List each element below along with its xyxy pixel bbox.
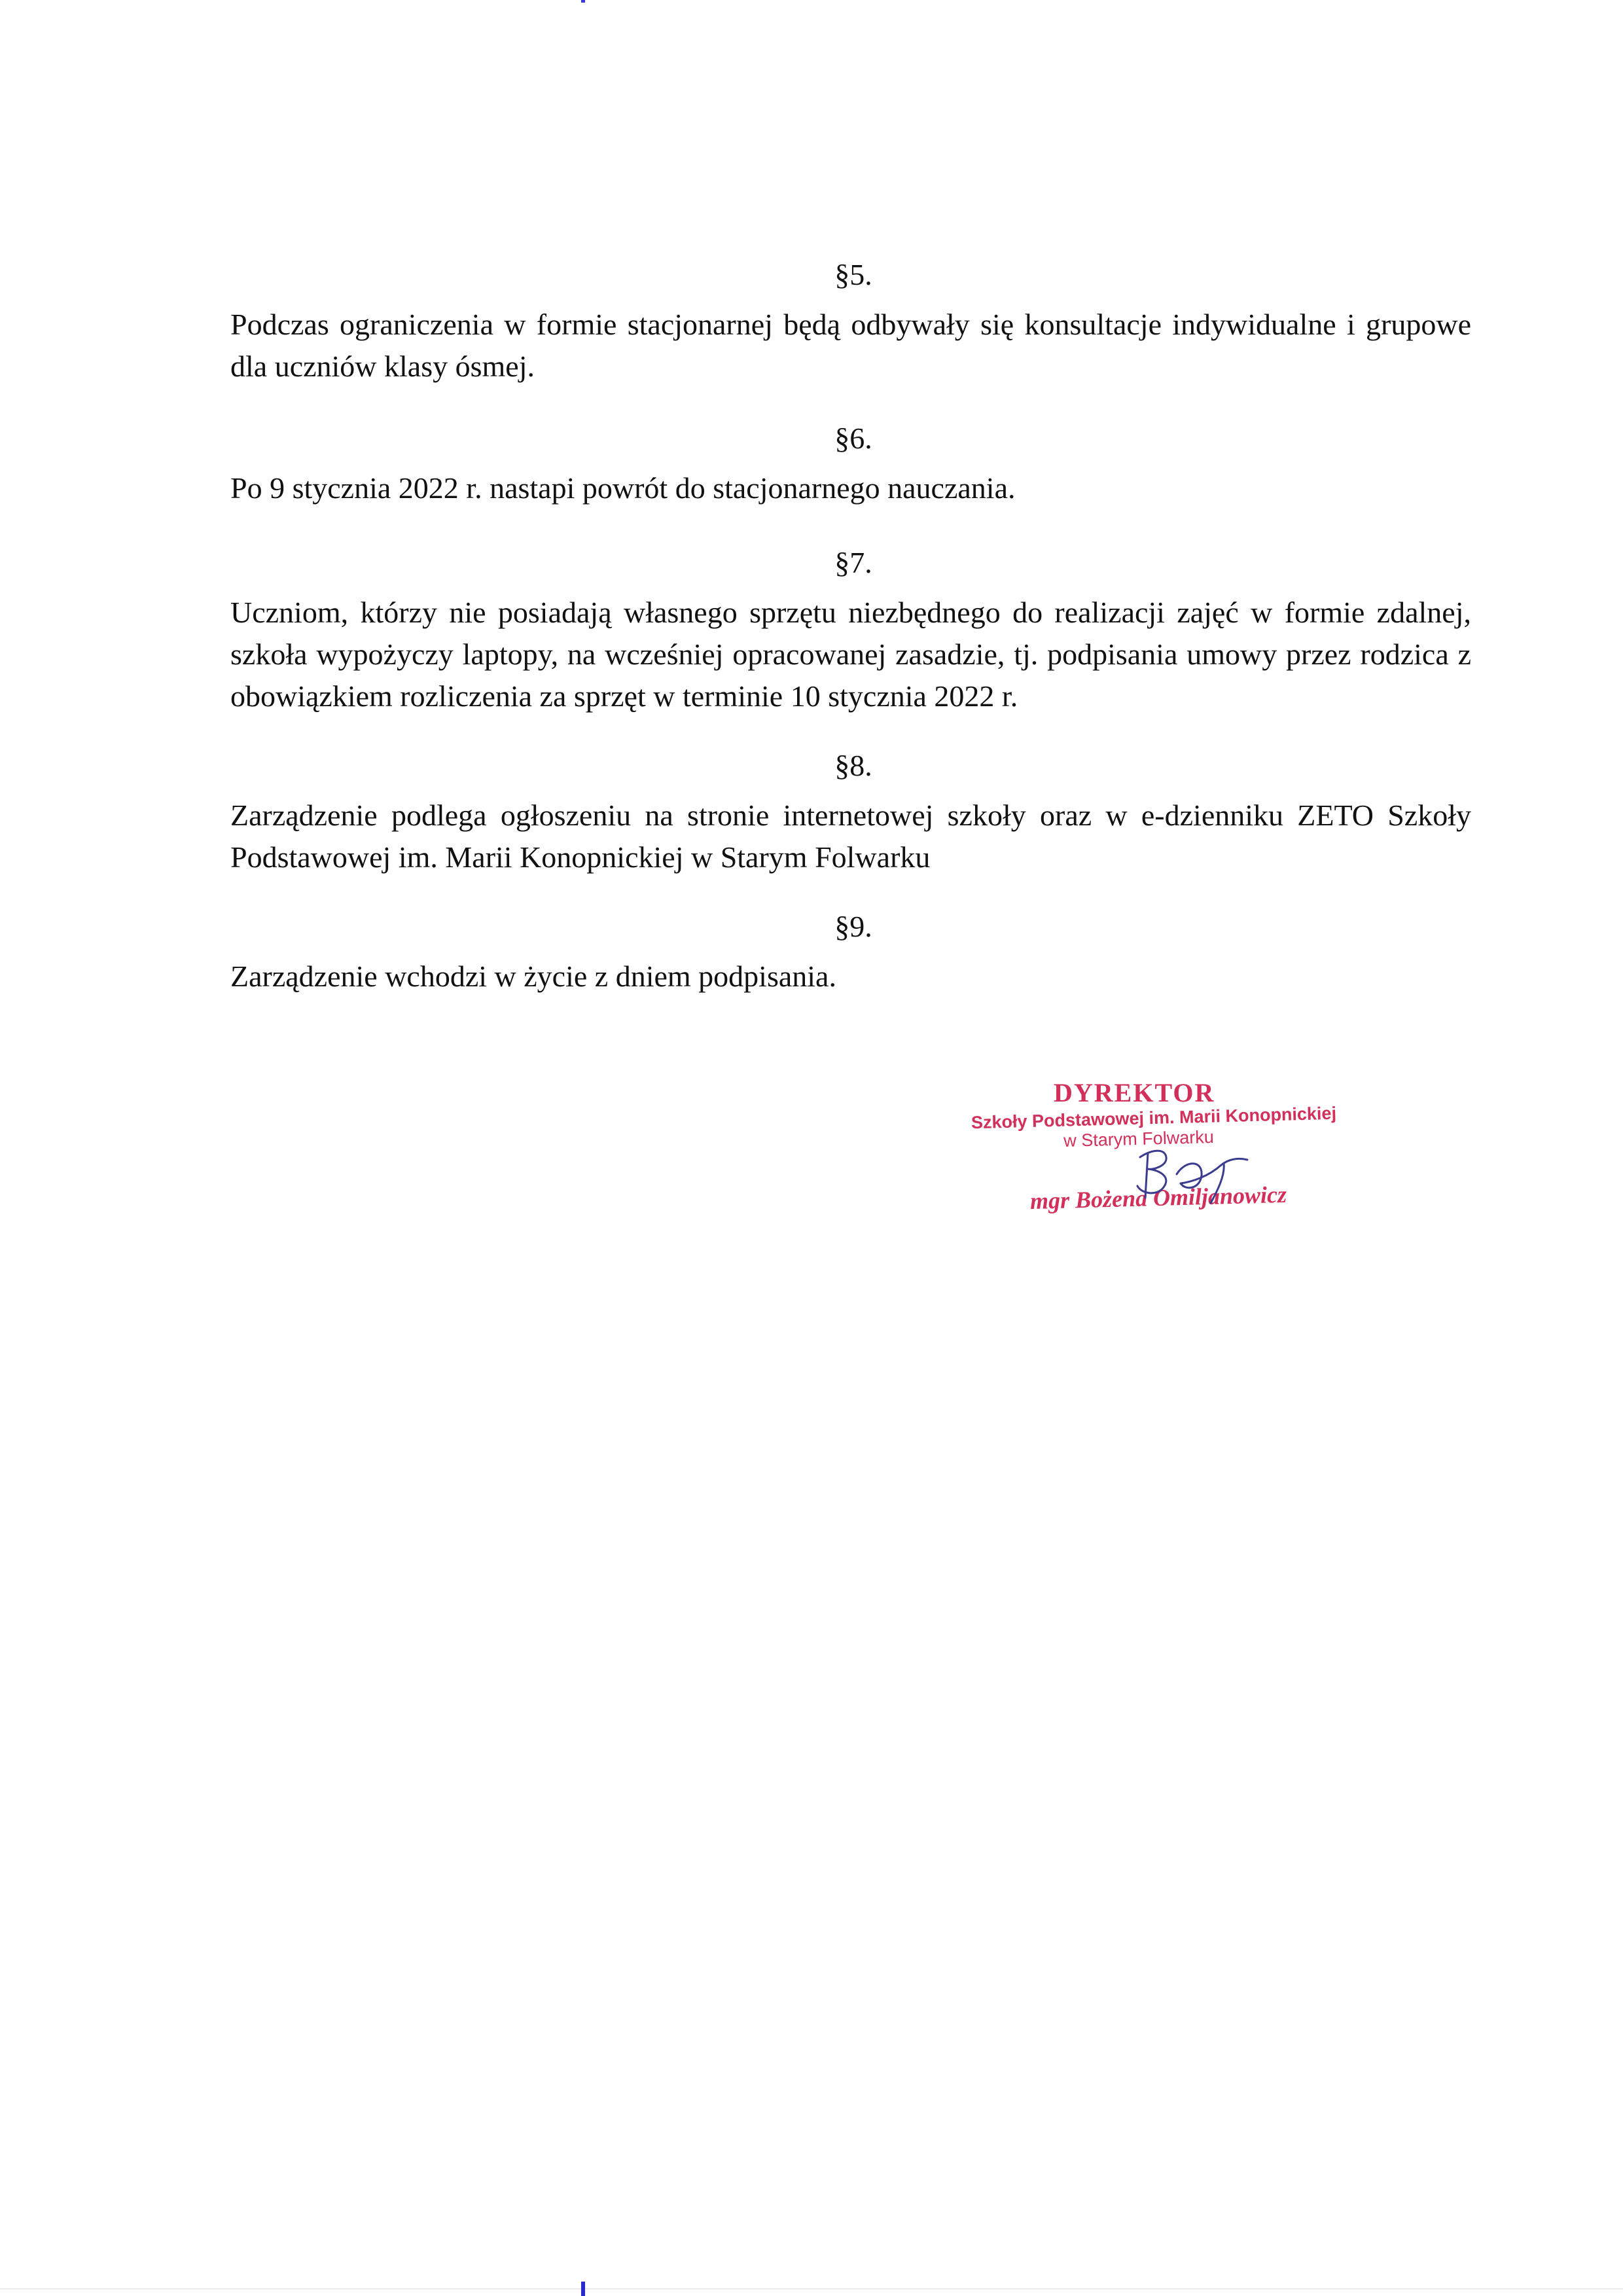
section-9 — [230, 903, 1471, 997]
handwritten-signature — [1126, 1138, 1257, 1210]
section-body: Po 9 stycznia 2022 r. nastapi powrót do stacjonarnego nauczania. — [230, 471, 1016, 505]
section-body: Zarządzenie podlega ogłoszeniu na stronie internetowej szkoły oraz w e-dzienniku ZETO Szkoły Podstawowej im. Marii Konopnickiej w Starym Folwarku — [230, 798, 1471, 874]
signature-stroke — [1137, 1151, 1247, 1203]
section-body: Podczas ograniczenia w formie stacjonarnej będą odbywały się konsultacje indywidualne i grupowe dla uczniów klasy ósmej. — [230, 308, 1471, 383]
stamp-title: DYREKTOR — [1054, 1078, 1215, 1107]
section-body: Uczniom, którzy nie posiadają własnego sprzętu niezbędnego do realizacji zajęć w formie zdalnej, szkoła wypożyczy laptopy, na wcześniej opracowanej zasadzie, tj. podpisania umowy przez rodzica z obowiązkiem rozliczenia za sprzęt w terminie 10 stycznia 2022 r. — [230, 596, 1471, 713]
scan-mark-bottom — [581, 2282, 585, 2296]
section-heading: §5. — [834, 258, 872, 291]
scan-mark-top — [581, 0, 585, 3]
section-heading: §6. — [834, 422, 872, 455]
stamp-school-name: Szkoły Podstawowej im. Marii Konopnickiej — [971, 1103, 1337, 1133]
section-8 — [230, 742, 1471, 878]
section-body: Zarządzenie wchodzi w życie z dniem podpisania. — [230, 960, 836, 993]
stamp-place: w Starym Folwarku — [1063, 1127, 1215, 1151]
section-heading: §8. — [834, 749, 872, 782]
section-heading: §7. — [834, 546, 872, 579]
stamp-director-name: mgr Bożena Omiljanowicz — [1029, 1181, 1287, 1215]
section-7 — [230, 539, 1471, 717]
section-5 — [230, 251, 1471, 387]
section-6 — [230, 415, 1471, 509]
section-heading: §9. — [834, 910, 872, 943]
scan-edge-bottom — [0, 2288, 1623, 2289]
